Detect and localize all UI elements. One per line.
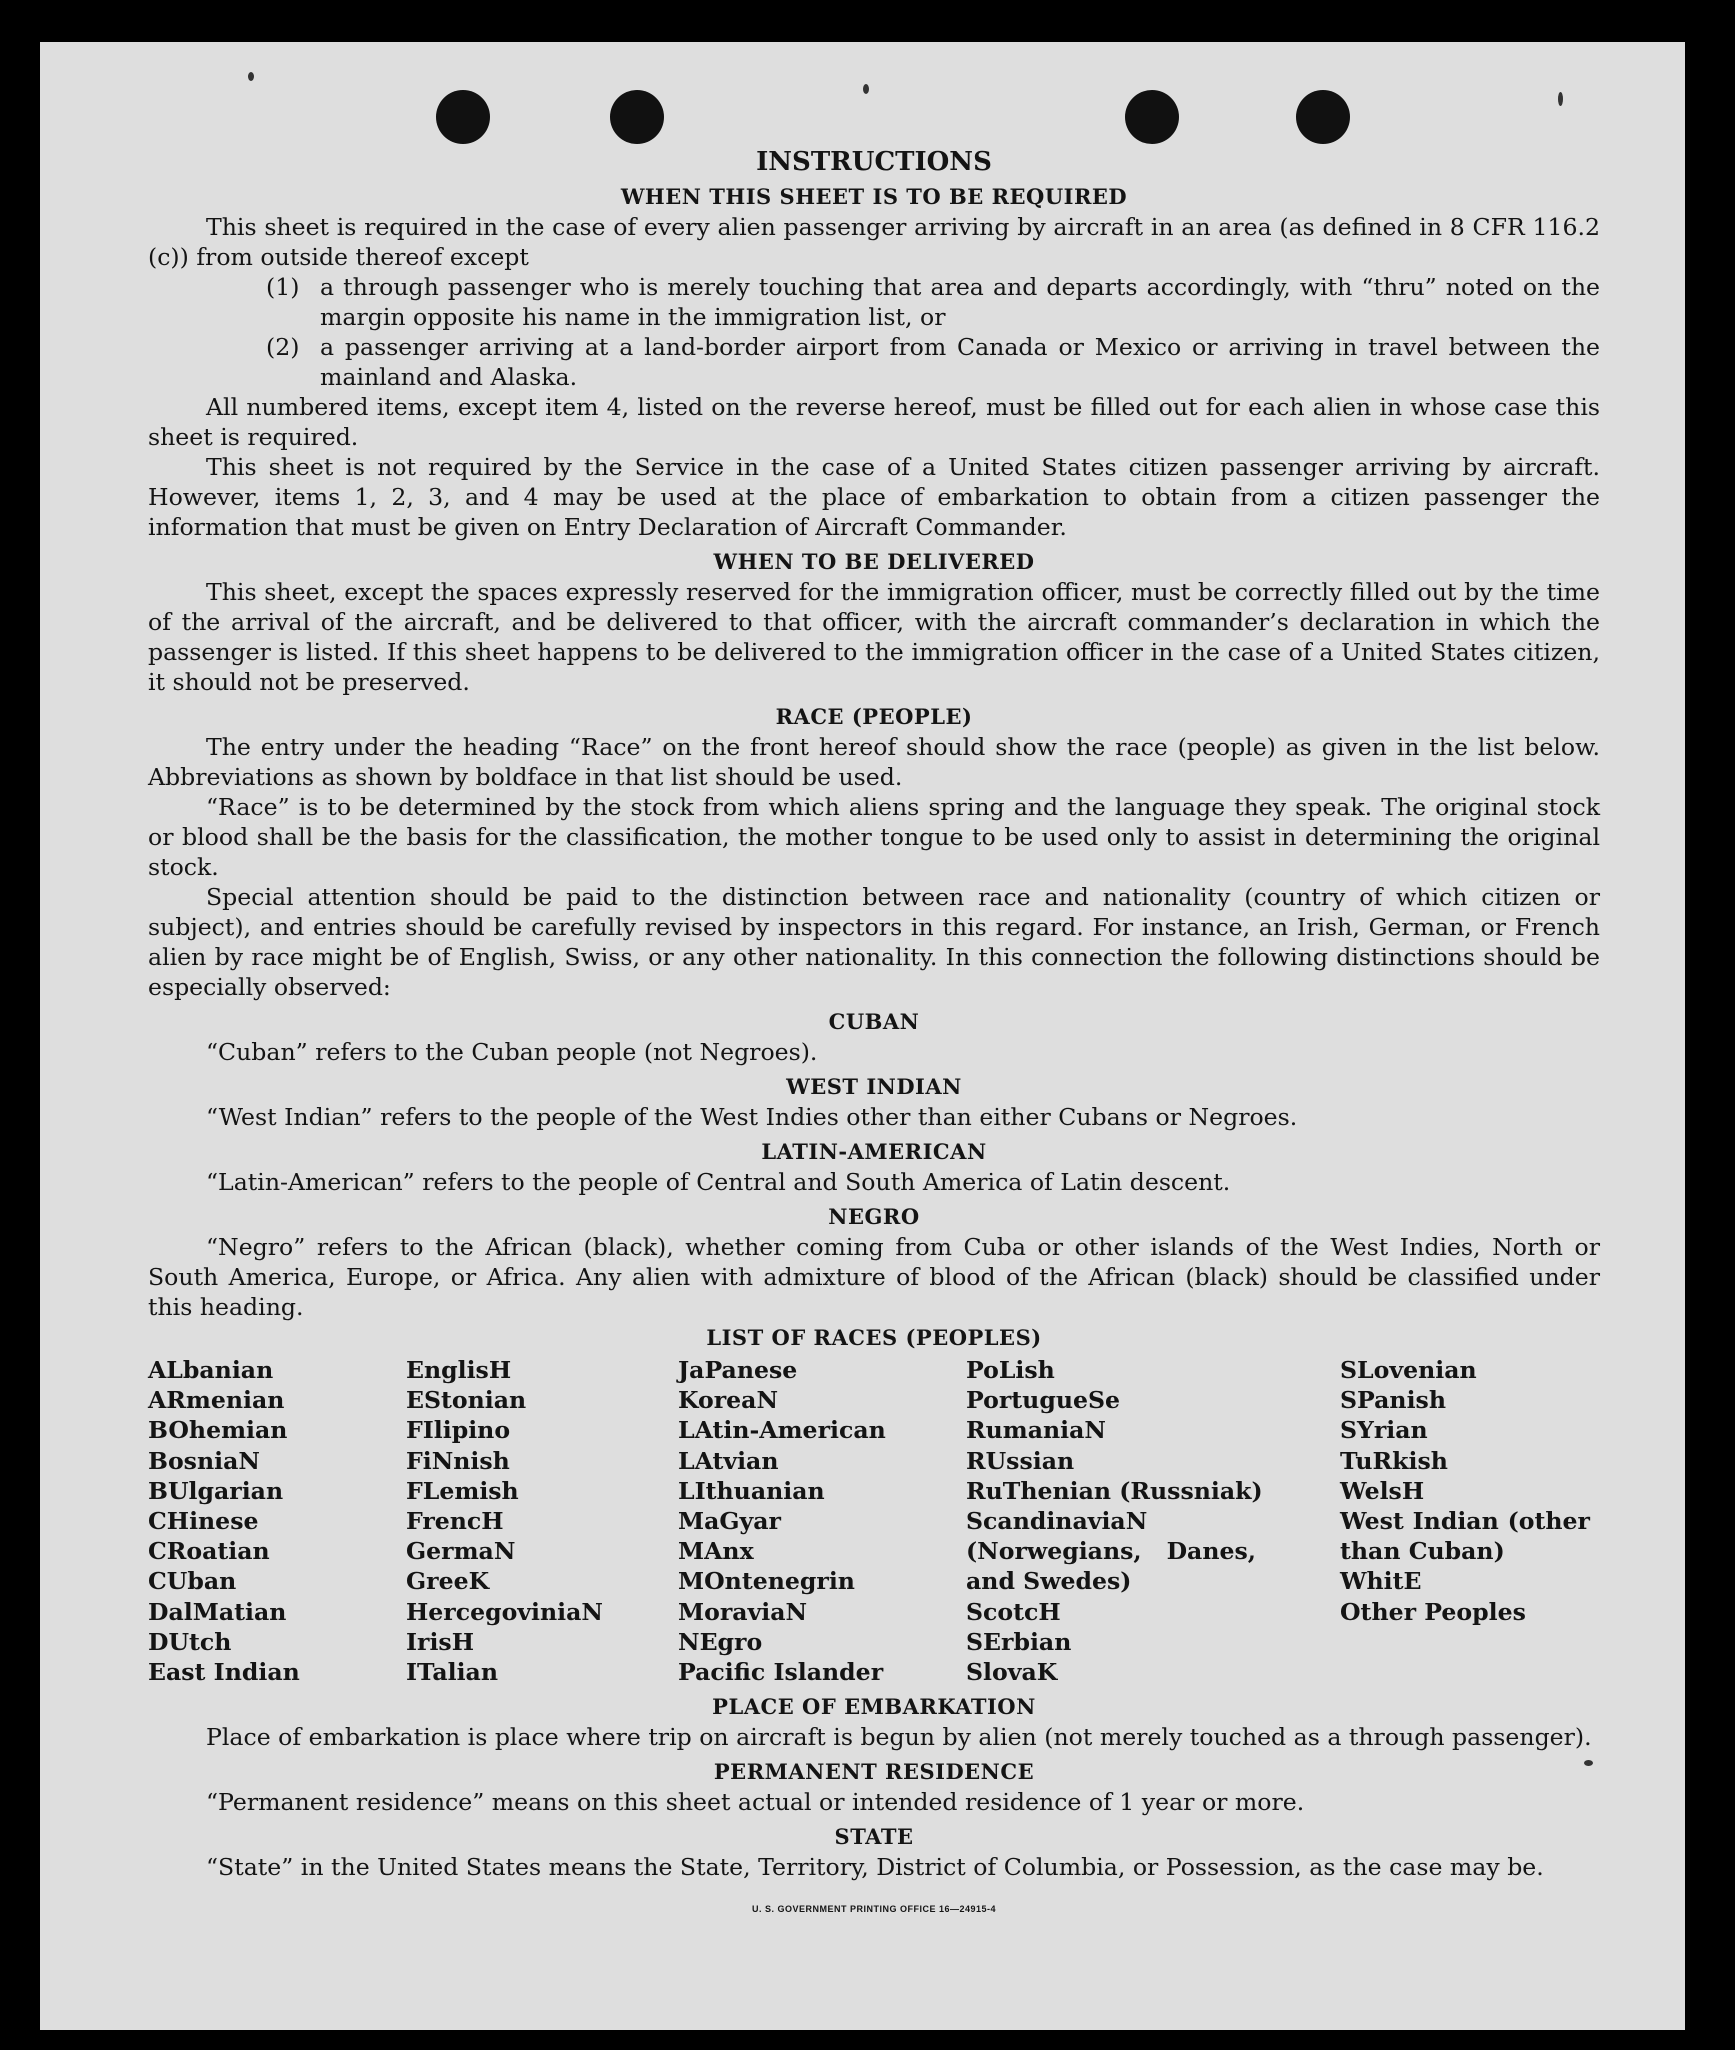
paragraph-latin-american: “Latin-American” refers to the people of Central and South America of Latin descent.: [206, 1168, 1231, 1196]
paragraph-race-3: Special attention should be paid to the distinction between race and nationality (country of which citizen or subject), and entries should be carefully revised by inspectors in this regard. For instance, an Irish, German, or French alien by race might be of English, Swiss, or any other nationality. In this connection the following distinctions should be especially observed:: [148, 883, 1600, 1001]
race-entry: WelsH: [1340, 1476, 1425, 1505]
race-entry: RuThenian (Russniak): [966, 1476, 1263, 1505]
race-entry: FLemish: [406, 1476, 519, 1505]
speck: [863, 84, 869, 94]
punch-hole: [1296, 90, 1350, 144]
race-entry: IrisH: [406, 1627, 475, 1656]
race-entry: NEgro: [678, 1627, 763, 1656]
race-entry: EStonian: [406, 1386, 527, 1415]
exception-number: (2): [266, 333, 300, 361]
race-entry: DalMatian: [148, 1597, 287, 1626]
race-entry: MAnx: [678, 1537, 754, 1566]
race-entry: BUlgarian: [148, 1476, 284, 1505]
heading-state: STATE: [834, 1824, 914, 1850]
race-entry: KoreaN: [678, 1386, 779, 1415]
paragraph-race-2: “Race” is to be determined by the stock from which aliens spring and the language they speak. The original stock or blood shall be the basis for the classification, the mother tongue to be used only to assist in determining the original stock.: [148, 793, 1600, 881]
exception-item: [148, 332, 1600, 392]
races-column: [678, 1355, 966, 1687]
race-entry: ARmenian: [148, 1386, 285, 1415]
race-entry: ITalian: [406, 1658, 498, 1687]
heading-when-delivered: WHEN TO BE DELIVERED: [713, 549, 1035, 574]
exception-number: (1): [266, 273, 300, 301]
heading-west-indian: WEST INDIAN: [786, 1074, 962, 1099]
paragraph-west-indian: “West Indian” refers to the people of the West Indies other than either Cubans or Negroes.: [206, 1103, 1298, 1131]
punch-hole: [610, 90, 664, 144]
races-column: [148, 1355, 406, 1687]
race-entry: EnglisH: [406, 1356, 512, 1384]
exception-item: [148, 272, 1600, 332]
race-entry: HercegoviniaN: [406, 1597, 603, 1626]
heading-race: RACE (PEOPLE): [775, 704, 973, 729]
race-entry: FIlipino: [406, 1416, 511, 1445]
document-sheet: [40, 42, 1685, 2030]
race-entry: FiNnish: [406, 1446, 510, 1475]
race-entry: RUssian: [966, 1446, 1075, 1475]
race-entry: RumaniaN: [966, 1416, 1106, 1445]
race-entry: ScandinaviaN (Norwegians, Danes, and Swedes): [966, 1507, 1256, 1596]
race-entry: SErbian: [966, 1627, 1072, 1656]
paragraph-delivered: This sheet, except the spaces expressly reserved for the immigration officer, must be correctly filled out by the time of the arrival of the aircraft, and be delivered to that officer, with the aircraft commander’s declaration in which the passenger is listed. If this sheet happens to be delivered to the immigration officer in the case of a United States citizen, it should not be preserved.: [148, 578, 1600, 696]
paragraph-numbered-items: All numbered items, except item 4, listed on the reverse hereof, must be filled out for each alien in whose case this sheet is required.: [148, 393, 1600, 451]
race-entry: BosniaN: [148, 1446, 260, 1475]
race-entry: SPanish: [1340, 1386, 1446, 1415]
paragraph-race-1: The entry under the heading “Race” on the front hereof should show the race (people) as given in the list below. Abbreviations as shown by boldface in that list should be used.: [148, 733, 1600, 791]
speck: [248, 72, 254, 81]
race-entry: ScotcH: [966, 1597, 1061, 1626]
race-entry: TuRkish: [1340, 1446, 1448, 1475]
page-title: INSTRUCTIONS: [756, 147, 992, 177]
printing-office-footer: U. S. GOVERNMENT PRINTING OFFICE 16—24915-4: [751, 1904, 997, 1915]
exception-text: a through passenger who is merely touching that area and departs accordingly, with “thru” noted on the margin opposite his name in the immigration list, or: [320, 273, 1600, 331]
heading-list-of-races: LIST OF RACES (PEOPLES): [706, 1325, 1042, 1350]
race-entry: LIthuanian: [678, 1476, 825, 1505]
punch-hole: [1125, 90, 1179, 144]
race-entry: FrencH: [406, 1507, 504, 1536]
race-entry: MoraviaN: [678, 1597, 808, 1626]
race-entry: LAtvian: [678, 1446, 779, 1475]
race-entry: CHinese: [148, 1507, 259, 1536]
race-entry: Other Peoples: [1340, 1597, 1526, 1626]
race-entry: West Indian (other than Cuban): [1340, 1507, 1590, 1566]
race-entry: JaPanese: [678, 1356, 798, 1384]
instructions-content: [148, 147, 1600, 1924]
race-entry: DUtch: [148, 1627, 232, 1656]
race-entry: SlovaK: [966, 1658, 1058, 1687]
punch-hole: [436, 90, 490, 144]
race-entry: MOntenegrin: [678, 1567, 855, 1596]
races-column: [1340, 1355, 1600, 1687]
paragraph-residence: “Permanent residence” means on this sheet actual or intended residence of 1 year or more.: [206, 1788, 1305, 1817]
race-entry: SYrian: [1340, 1416, 1428, 1445]
race-entry: BOhemian: [148, 1416, 288, 1445]
heading-cuban: CUBAN: [828, 1009, 920, 1034]
race-entry: Pacific Islander: [678, 1658, 884, 1687]
race-entry: WhitE: [1340, 1567, 1422, 1596]
paragraph-cuban: “Cuban” refers to the Cuban people (not Negroes).: [206, 1038, 818, 1066]
race-entry: SLovenian: [1340, 1356, 1477, 1384]
heading-when-required: WHEN THIS SHEET IS TO BE REQUIRED: [620, 184, 1128, 209]
paragraph-negro: “Negro” refers to the African (black), whether coming from Cuba or other islands of the West Indies, North or South America, Europe, or Africa. Any alien with admixture of blood of the African (black) should be classified under this heading.: [148, 1233, 1600, 1321]
race-entry: CRoatian: [148, 1537, 270, 1566]
paragraph-required-intro: This sheet is required in the case of every alien passenger arriving by aircraft in an area (as defined in 8 CFR 116.2 (c)) from outside thereof except: [148, 213, 1600, 271]
heading-latin-american: LATIN-AMERICAN: [761, 1139, 987, 1164]
exception-text: a passenger arriving at a land-border airport from Canada or Mexico or arriving in travel between the mainland and Alaska.: [320, 333, 1600, 391]
race-entry: GermaN: [406, 1537, 516, 1566]
race-entry: CUban: [148, 1567, 237, 1596]
race-entry: GreeK: [406, 1567, 490, 1596]
races-column: [406, 1355, 678, 1687]
race-entry: MaGyar: [678, 1507, 781, 1536]
speck: [1558, 92, 1563, 106]
races-column: [966, 1355, 1340, 1687]
race-entry: ALbanian: [148, 1356, 274, 1384]
race-entry: PortugueSe: [966, 1386, 1121, 1415]
heading-negro: NEGRO: [828, 1204, 920, 1229]
paragraph-state: “State” in the United States means the State, Territory, District of Columbia, or Possession, as the case may be.: [206, 1853, 1544, 1882]
heading-embarkation: PLACE OF EMBARKATION: [712, 1694, 1036, 1720]
races-list: [148, 1355, 1600, 1687]
paragraph-citizen: This sheet is not required by the Service in the case of a United States citizen passenger arriving by aircraft. However, items 1, 2, 3, and 4 may be used at the place of embarkation to obtain from a citizen passenger the information that must be given on Entry Declaration of Aircraft Commander.: [148, 453, 1600, 541]
race-entry: LAtin-American: [678, 1416, 886, 1445]
race-entry: PoLish: [966, 1356, 1055, 1384]
paragraph-embarkation: Place of embarkation is place where trip on aircraft is begun by alien (not merely touched as a through passenger).: [206, 1723, 1592, 1752]
heading-residence: PERMANENT RESIDENCE: [713, 1759, 1035, 1785]
race-entry: East Indian: [148, 1658, 300, 1687]
